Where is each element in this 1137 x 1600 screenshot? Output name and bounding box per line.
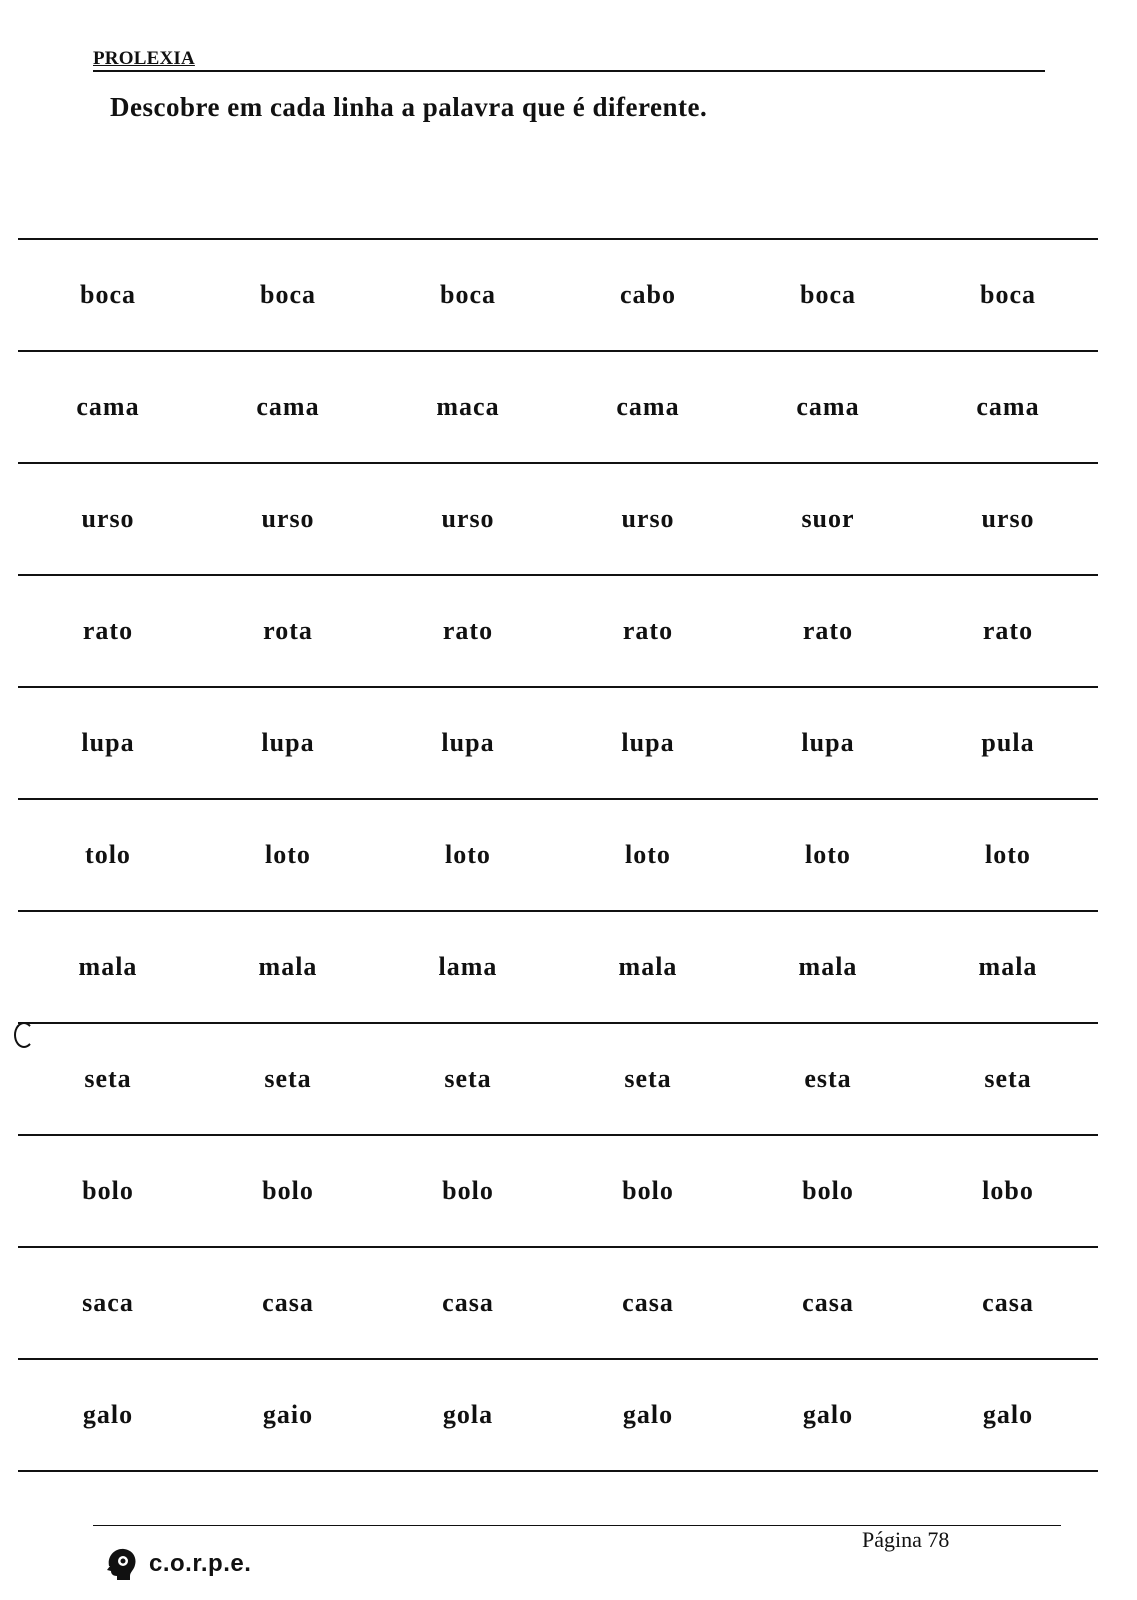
word-cell[interactable]: mala xyxy=(618,952,678,981)
word-cell[interactable]: urso xyxy=(621,504,675,533)
word-cell[interactable]: casa xyxy=(442,1288,494,1317)
word-row xyxy=(18,576,1098,686)
word-row xyxy=(18,912,1098,1022)
word-cell[interactable]: boca xyxy=(260,280,316,309)
word-cell[interactable]: galo xyxy=(802,1400,854,1429)
word-cell[interactable]: rota xyxy=(263,616,313,645)
word-row xyxy=(18,688,1098,798)
word-cell[interactable]: bolo xyxy=(622,1176,674,1205)
logo-text: c.o.r.p.e. xyxy=(149,1550,252,1577)
word-grid xyxy=(18,238,1098,1472)
word-cell[interactable]: galo xyxy=(982,1400,1034,1429)
word-cell[interactable]: loto xyxy=(265,840,311,869)
word-cell[interactable]: mala xyxy=(78,952,138,981)
word-cell[interactable]: loto xyxy=(805,840,851,869)
word-cell[interactable]: lupa xyxy=(81,728,135,757)
word-cell[interactable]: bolo xyxy=(442,1176,494,1205)
word-cell[interactable]: casa xyxy=(262,1288,314,1317)
word-cell[interactable]: saca xyxy=(82,1288,134,1317)
word-cell[interactable]: pula xyxy=(981,728,1035,757)
word-row xyxy=(18,1024,1098,1134)
word-cell[interactable]: bolo xyxy=(802,1176,854,1205)
word-cell[interactable]: boca xyxy=(800,280,856,309)
word-cell[interactable]: gaio xyxy=(262,1400,314,1429)
word-row xyxy=(18,240,1098,350)
word-cell[interactable]: cama xyxy=(256,392,320,421)
header-label: PROLEXIA xyxy=(93,48,195,69)
word-cell[interactable]: tolo xyxy=(85,840,131,869)
word-cell[interactable]: seta xyxy=(84,1064,132,1093)
word-cell[interactable]: suor xyxy=(801,504,855,533)
instruction-text: Descobre em cada linha a palavra que é diferente. xyxy=(110,92,708,122)
word-cell[interactable]: esta xyxy=(804,1064,852,1093)
word-cell[interactable]: loto xyxy=(445,840,491,869)
row-divider xyxy=(18,1470,1098,1472)
word-cell[interactable]: casa xyxy=(802,1288,854,1317)
word-cell[interactable]: lupa xyxy=(621,728,675,757)
word-cell[interactable]: urso xyxy=(441,504,495,533)
word-cell[interactable]: urso xyxy=(81,504,135,533)
word-cell[interactable]: cama xyxy=(976,392,1040,421)
word-cell[interactable]: boca xyxy=(440,280,496,309)
word-cell[interactable]: cabo xyxy=(620,280,676,309)
word-cell[interactable]: rato xyxy=(82,616,134,645)
page-number: Página 78 xyxy=(862,1527,950,1552)
word-cell[interactable]: cama xyxy=(796,392,860,421)
word-cell[interactable]: loto xyxy=(625,840,671,869)
margin-mark xyxy=(14,1022,34,1048)
word-cell[interactable]: urso xyxy=(261,504,315,533)
word-cell[interactable]: lupa xyxy=(801,728,855,757)
word-cell[interactable]: seta xyxy=(624,1064,672,1093)
word-cell[interactable]: rato xyxy=(802,616,854,645)
word-cell[interactable]: rato xyxy=(442,616,494,645)
word-cell[interactable]: casa xyxy=(982,1288,1034,1317)
word-cell[interactable]: gola xyxy=(442,1400,494,1429)
footer-rule xyxy=(93,1525,1061,1526)
word-cell[interactable]: mala xyxy=(258,952,318,981)
word-cell[interactable]: urso xyxy=(981,504,1035,533)
word-row xyxy=(18,1248,1098,1358)
word-cell[interactable]: lupa xyxy=(441,728,495,757)
word-cell[interactable]: lupa xyxy=(261,728,315,757)
page-header xyxy=(93,46,1045,72)
word-cell[interactable]: seta xyxy=(984,1064,1032,1093)
word-cell[interactable]: cama xyxy=(616,392,680,421)
word-row xyxy=(18,464,1098,574)
corpe-logo xyxy=(103,1546,251,1582)
word-cell[interactable]: bolo xyxy=(262,1176,314,1205)
word-row xyxy=(18,1136,1098,1246)
word-row xyxy=(18,800,1098,910)
word-cell[interactable]: seta xyxy=(264,1064,312,1093)
word-cell[interactable]: boca xyxy=(80,280,136,309)
word-cell[interactable]: galo xyxy=(82,1400,134,1429)
word-cell[interactable]: maca xyxy=(436,392,500,421)
word-cell[interactable]: lama xyxy=(438,952,498,981)
word-cell[interactable]: bolo xyxy=(82,1176,134,1205)
head-profile-icon xyxy=(103,1546,139,1582)
word-cell[interactable]: mala xyxy=(978,952,1038,981)
word-cell[interactable]: mala xyxy=(798,952,858,981)
word-cell[interactable]: casa xyxy=(622,1288,674,1317)
word-cell[interactable]: galo xyxy=(622,1400,674,1429)
word-cell[interactable]: boca xyxy=(980,280,1036,309)
word-row xyxy=(18,1360,1098,1470)
word-cell[interactable]: cama xyxy=(76,392,140,421)
word-cell[interactable]: rato xyxy=(622,616,674,645)
word-cell[interactable]: lobo xyxy=(982,1176,1034,1205)
word-cell[interactable]: loto xyxy=(985,840,1031,869)
word-row xyxy=(18,352,1098,462)
word-cell[interactable]: seta xyxy=(444,1064,492,1093)
word-cell[interactable]: rato xyxy=(982,616,1034,645)
